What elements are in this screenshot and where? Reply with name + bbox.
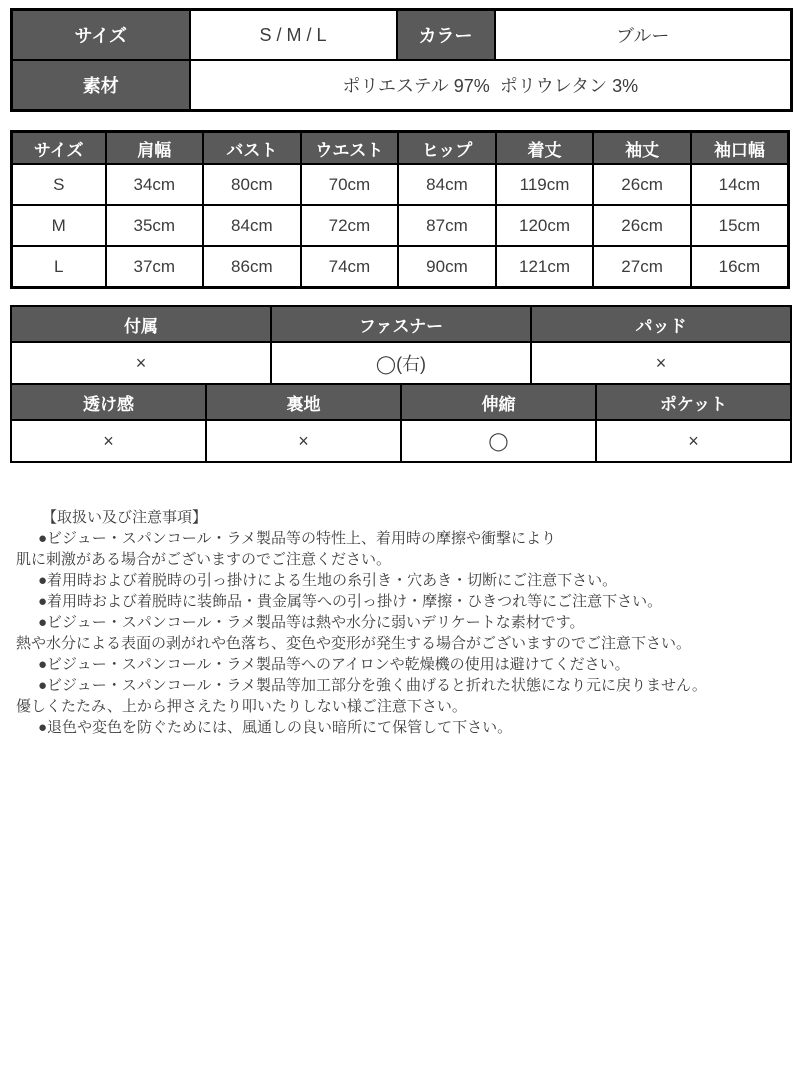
feature-value-cell: ×	[206, 420, 401, 462]
color-value-cell: ブルー	[495, 10, 792, 61]
size-name-cell: S	[12, 164, 106, 205]
size-name-cell: L	[12, 246, 106, 288]
feature-value-cell: ×	[11, 420, 206, 462]
table-row	[12, 205, 789, 246]
size-value-cell: S / M / L	[190, 10, 397, 61]
features-table-a	[10, 305, 792, 385]
measurement-cell: 26cm	[593, 164, 691, 205]
measurement-cell: 15cm	[691, 205, 789, 246]
measurement-cell: 16cm	[691, 246, 789, 288]
feature-header-cell: パッド	[531, 306, 791, 342]
size-name-cell: M	[12, 205, 106, 246]
measurement-cell: 86cm	[203, 246, 301, 288]
care-note-line: ●着用時および着脱時に装飾品・貴金属等への引っ掛け・摩擦・ひきつれ等にご注意下さい。	[38, 593, 663, 610]
column-header-cell: バスト	[203, 132, 301, 165]
measurement-cell: 90cm	[398, 246, 496, 288]
column-header-cell: 肩幅	[106, 132, 204, 165]
care-note-line: ●ビジュー・スパンコール・ラメ製品等は熱や水分に弱いデリケートな素材です。	[38, 614, 585, 631]
table-row	[11, 342, 791, 384]
feature-header-cell: 透け感	[11, 384, 206, 420]
measurement-cell: 120cm	[496, 205, 594, 246]
table-row	[11, 306, 791, 342]
measurement-cell: 35cm	[106, 205, 204, 246]
table-row	[12, 164, 789, 205]
measurement-cell: 84cm	[398, 164, 496, 205]
features-table-b	[10, 383, 792, 463]
care-note-line: ●ビジュー・スパンコール・ラメ製品等の特性上、着用時の摩擦や衝撃により	[38, 530, 557, 547]
care-note-line: 優しくたたみ、上から押さえたり叩いたりしない様ご注意下さい。	[16, 698, 467, 715]
measurement-cell: 34cm	[106, 164, 204, 205]
care-notes-title: 【取扱い及び注意事項】	[42, 509, 208, 526]
measurement-cell: 121cm	[496, 246, 594, 288]
feature-value-cell: ◯	[401, 420, 596, 462]
feature-header-cell: ファスナー	[271, 306, 531, 342]
care-note-line: ●ビジュー・スパンコール・ラメ製品等へのアイロンや乾燥機の使用は避けてください。	[38, 656, 630, 673]
table-row	[11, 420, 791, 462]
feature-header-cell: 伸縮	[401, 384, 596, 420]
feature-value-cell: ◯(右)	[271, 342, 531, 384]
column-header-cell: 袖丈	[593, 132, 691, 165]
feature-value-cell: ×	[596, 420, 791, 462]
care-note-line: ●着用時および着脱時の引っ掛けによる生地の糸引き・穴あき・切断にご注意下さい。	[38, 572, 618, 589]
product-info-table	[10, 8, 793, 112]
measurement-cell: 27cm	[593, 246, 691, 288]
measurement-cell: 119cm	[496, 164, 594, 205]
size-chart-header-row	[12, 132, 789, 165]
measurement-cell: 72cm	[301, 205, 399, 246]
table-row	[12, 10, 792, 61]
measurement-cell: 37cm	[106, 246, 204, 288]
feature-header-cell: 裏地	[206, 384, 401, 420]
table-row	[12, 60, 792, 111]
feature-header-cell: 付属	[11, 306, 271, 342]
column-header-cell: 着丈	[496, 132, 594, 165]
table-row	[11, 384, 791, 420]
color-label-cell: カラー	[397, 10, 495, 61]
column-header-cell: ヒップ	[398, 132, 496, 165]
care-note-line: ●退色や変色を防ぐためには、風通しの良い暗所にて保管して下さい。	[38, 719, 513, 736]
care-note-line: 熱や水分による表面の剥がれや色落ち、変色や変形が発生する場合がございますのでご注意下さい。	[16, 635, 692, 652]
measurement-cell: 70cm	[301, 164, 399, 205]
size-label-cell: サイズ	[12, 10, 190, 61]
material-label-cell: 素材	[12, 60, 190, 111]
measurement-cell: 26cm	[593, 205, 691, 246]
measurement-cell: 80cm	[203, 164, 301, 205]
feature-header-cell: ポケット	[596, 384, 791, 420]
care-note-line: ●ビジュー・スパンコール・ラメ製品等加工部分を強く曲げると折れた状態になり元に戻りません。	[38, 677, 707, 694]
feature-value-cell: ×	[11, 342, 271, 384]
measurement-cell: 84cm	[203, 205, 301, 246]
care-notes	[10, 507, 790, 738]
measurement-cell: 87cm	[398, 205, 496, 246]
care-note-line: 肌に刺激がある場合がございますのでご注意ください。	[16, 551, 392, 568]
column-header-cell: ウエスト	[301, 132, 399, 165]
measurement-cell: 74cm	[301, 246, 399, 288]
material-value-cell: ポリエステル 97% ポリウレタン 3%	[190, 60, 792, 111]
table-row	[12, 246, 789, 288]
column-header-cell: 袖口幅	[691, 132, 789, 165]
measurement-cell: 14cm	[691, 164, 789, 205]
column-header-cell: サイズ	[12, 132, 106, 165]
size-chart-table	[10, 130, 790, 289]
feature-value-cell: ×	[531, 342, 791, 384]
